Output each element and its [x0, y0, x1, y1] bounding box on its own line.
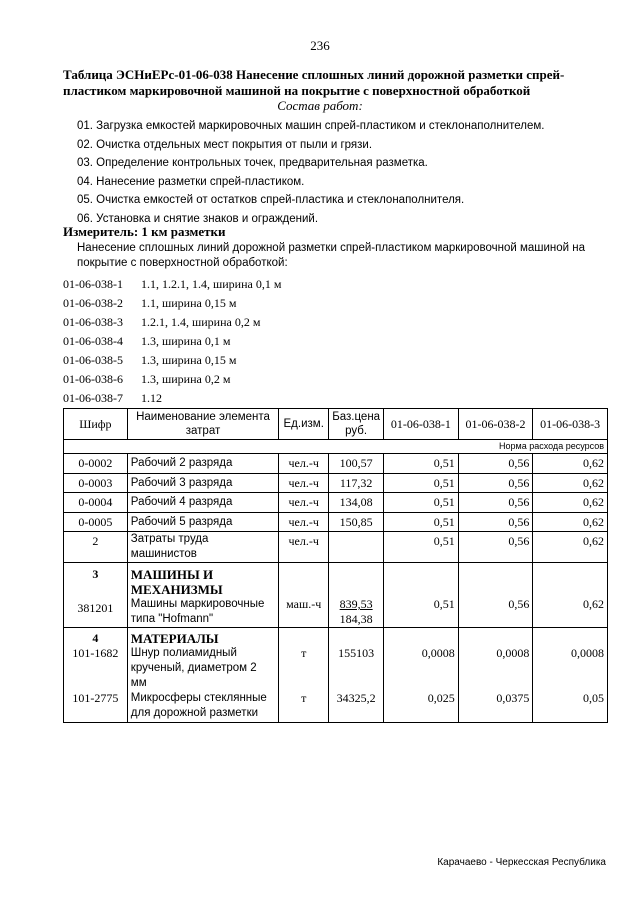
cell-code — [64, 563, 128, 628]
cell-value: 0,51 — [384, 493, 459, 513]
table-row — [64, 532, 608, 563]
code: 01-06-038-3 — [63, 315, 123, 329]
cell-unit — [279, 628, 329, 723]
footer-region: Карачаево - Черкесская Республика — [437, 857, 606, 868]
price-top: 839,53 — [339, 597, 373, 611]
section-title: МАШИНЫ И МЕХАНИЗМЫ — [130, 567, 223, 597]
table-header-row — [64, 409, 608, 440]
material-code: 101-2775 — [72, 691, 119, 705]
cell-value: 0,51 — [384, 454, 459, 474]
price-bottom: 184,38 — [339, 612, 373, 626]
code-row — [63, 351, 281, 370]
cell-price: 150,85 — [329, 512, 384, 532]
cell-name: Рабочий 2 разряда — [127, 454, 278, 474]
cell-value — [533, 628, 608, 723]
work-item: 05. Очистка емкостей от остатков спрей-пластика и стеклонаполнителя. — [77, 194, 465, 207]
header-unit: Ед.изм. — [279, 409, 329, 440]
cell-price — [329, 628, 384, 723]
code: 01-06-038-5 — [63, 353, 123, 367]
cell-value: 0,62 — [533, 532, 608, 563]
code: 01-06-038-6 — [63, 372, 123, 386]
cell-name — [127, 628, 278, 723]
page-number: 236 — [310, 38, 330, 53]
norma-row — [64, 440, 608, 454]
work-item: 04. Нанесение разметки спрей-пластиком. — [77, 175, 305, 188]
material-code: 101-1682 — [72, 646, 119, 660]
material-name: Шнур полиамидный крученый, диаметром 2 мм — [130, 647, 257, 689]
cell-name: Рабочий 3 разряда — [127, 473, 278, 493]
code: 01-06-038-7 — [63, 391, 123, 405]
header-col2: 01-06-038-2 — [458, 409, 533, 440]
material-unit: т — [301, 691, 307, 705]
work-item: 06. Установка и снятие знаков и ограждений. — [77, 212, 319, 225]
table-row — [64, 473, 608, 493]
material-value: 0,025 — [427, 691, 455, 705]
cell-code: 0-0004 — [64, 493, 128, 513]
cell-name: Рабочий 4 разряда — [127, 493, 278, 513]
cell-value — [458, 628, 533, 723]
cell-unit: маш.-ч — [279, 563, 329, 628]
cell-code: 0-0002 — [64, 454, 128, 474]
work-item: 03. Определение контрольных точек, предварительная разметка. — [77, 157, 428, 170]
material-price: 155103 — [338, 646, 375, 660]
cell-value: 0,56 — [458, 493, 533, 513]
machine-code: 381201 — [77, 601, 114, 615]
header-col3: 01-06-038-3 — [533, 409, 608, 440]
material-value: 0,05 — [583, 691, 604, 705]
cell-value: 0,56 — [458, 454, 533, 474]
works-heading: Состав работ: — [277, 98, 363, 113]
cell-value: 0,56 — [458, 473, 533, 493]
cell-code: 0-0005 — [64, 512, 128, 532]
measurer: Измеритель: 1 км разметки — [63, 224, 226, 239]
cell-value: 0,51 — [384, 473, 459, 493]
cell-value — [384, 628, 459, 723]
cell-value: 0,51 — [384, 563, 459, 628]
table-row — [64, 512, 608, 532]
section-title: МАТЕРИАЛЫ — [130, 631, 219, 646]
material-value: 0,0008 — [571, 646, 604, 660]
cell-name: Рабочий 5 разряда — [127, 512, 278, 532]
table-row — [64, 628, 608, 723]
cell-value: 0,62 — [533, 512, 608, 532]
material-value: 0,0008 — [496, 646, 530, 660]
material-price: 34325,2 — [336, 691, 376, 705]
cell-value: 0,62 — [533, 563, 608, 628]
material-value: 0,0375 — [496, 691, 530, 705]
code-text: 1.3, ширина 0,1 м — [141, 334, 231, 348]
cell-value: 0,51 — [384, 532, 459, 563]
header-price: Баз.цена руб. — [329, 409, 384, 440]
code: 01-06-038-4 — [63, 334, 123, 348]
machine-name: Машины маркировочные типа "Hofmann" — [130, 598, 265, 625]
cell-value: 0,62 — [533, 473, 608, 493]
cell-price: 134,08 — [329, 493, 384, 513]
cell-price — [329, 563, 384, 628]
cell-unit: чел.-ч — [279, 454, 329, 474]
cell-value: 0,51 — [384, 512, 459, 532]
cell-value: 0,56 — [458, 512, 533, 532]
code-text: 1.1, ширина 0,15 м — [141, 296, 237, 310]
work-item: 02. Очистка отдельных мест покрытия от пыли и грязи. — [77, 138, 373, 151]
cell-code: 2 — [64, 532, 128, 563]
cell-value: 0,56 — [458, 532, 533, 563]
cell-value: 0,62 — [533, 493, 608, 513]
code-row — [63, 332, 281, 351]
work-item: 01. Загрузка емкостей маркировочных машин спрей-пластиком и стеклонаполнителем. — [77, 120, 545, 132]
description: Нанесение сплошных линий дорожной разметки спрей-пластиком маркировочной машиной на покрытие с поверхностной обработкой: — [77, 242, 586, 269]
code: 01-06-038-2 — [63, 296, 123, 310]
material-name: Микросферы стеклянные для дорожной разметки — [130, 692, 267, 719]
code: 01-06-038-1 — [63, 277, 123, 291]
cell-price — [329, 532, 384, 563]
cell-unit: чел.-ч — [279, 512, 329, 532]
material-value: 0,0008 — [421, 646, 455, 660]
cell-value: 0,56 — [458, 563, 533, 628]
cell-unit: чел.-ч — [279, 532, 329, 563]
cell-code: 0-0003 — [64, 473, 128, 493]
material-unit: т — [301, 646, 307, 660]
code-text: 1.3, ширина 0,2 м — [141, 372, 231, 386]
code-text: 1.2.1, 1.4, ширина 0,2 м — [141, 315, 261, 329]
header-code: Шифр — [64, 409, 128, 440]
cell-price: 100,57 — [329, 454, 384, 474]
code-row — [63, 313, 281, 332]
table-row — [64, 454, 608, 474]
resource-table — [63, 408, 608, 723]
cell-value: 0,62 — [533, 454, 608, 474]
table-row — [64, 493, 608, 513]
code-row — [63, 389, 281, 408]
code-row — [63, 370, 281, 389]
table-row — [64, 563, 608, 628]
section-number: 4 — [92, 631, 99, 645]
code-text: 1.1, 1.2.1, 1.4, ширина 0,1 м — [141, 277, 282, 291]
cell-code — [64, 628, 128, 723]
cell-price: 117,32 — [329, 473, 384, 493]
works-list — [77, 117, 544, 229]
cell-name — [127, 563, 278, 628]
code-row — [63, 275, 281, 294]
section-number: 3 — [92, 567, 99, 581]
code-text: 1.12 — [141, 391, 162, 405]
cell-unit: чел.-ч — [279, 473, 329, 493]
code-list — [63, 275, 281, 408]
cell-name: Затраты труда машинистов — [127, 532, 278, 563]
header-col1: 01-06-038-1 — [384, 409, 459, 440]
table-title: Таблица ЭСНиЕРс-01-06-038 Нанесение сплошных линий дорожной разметки спрей-пластиком маркировочной машиной на покрытие с поверхностной обработкой — [63, 67, 565, 98]
cell-unit: чел.-ч — [279, 493, 329, 513]
code-row — [63, 294, 281, 313]
norma-label: Норма расхода ресурсов — [64, 440, 608, 454]
header-name: Наименование элемента затрат — [127, 409, 278, 440]
code-text: 1.3, ширина 0,15 м — [141, 353, 237, 367]
